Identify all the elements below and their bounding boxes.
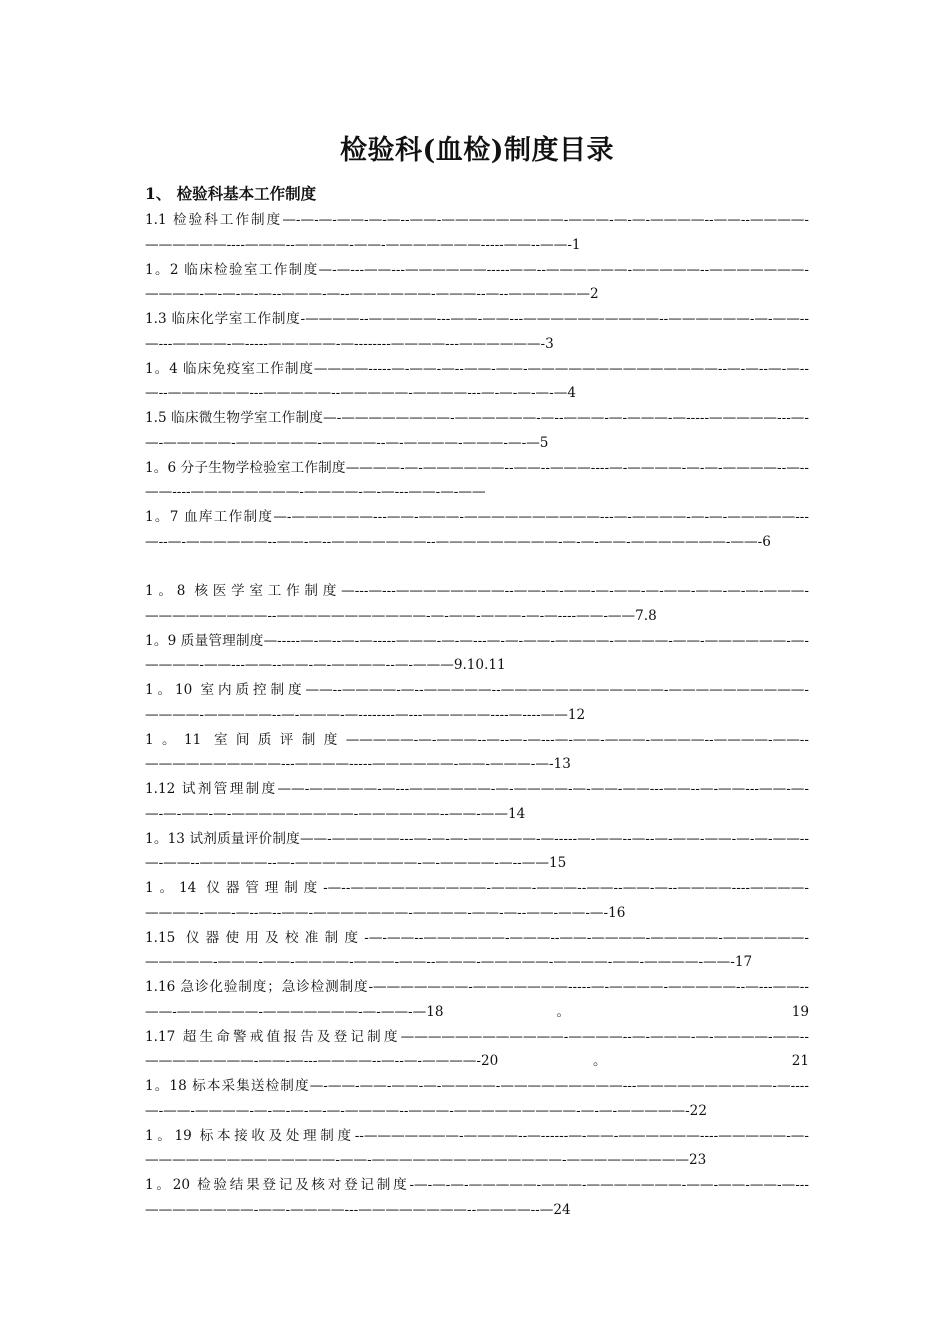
toc-entry-label: 1.12 试剂管理制度 [145, 781, 278, 797]
document-title: 检验科(血检)制度目录 [339, 135, 615, 166]
toc-entry-label: 1.16 急诊化验制度；急诊检测制度 [145, 979, 369, 995]
toc-leader: ————-—-——————--——--———----—-————-—-—-————--—--——----————————-————-—-—---——-—-—— [145, 459, 809, 500]
toc-entry [145, 1025, 809, 1075]
toc-page-number: 14 [508, 805, 526, 822]
toc-leader: —-—-—-——-—-—--——-—————————-———-—-—-————--——--————-——————----———--————-——-———————-----——--—— [145, 212, 809, 253]
toc-entry [145, 456, 809, 506]
toc-page-number: 4 [567, 385, 576, 401]
toc-leader: —-————————-——————-—--———-—-———-—-----—————---—-—-—————-——————-————--—-————-———-—-— [145, 410, 809, 451]
toc-page-number: 18 。 19 [426, 1003, 809, 1020]
toc-entry [145, 876, 809, 926]
toc-leader: —-——-——-——-—-————-—————————---——————————-—----—-——-————-—-—-—-—-—-————--———-—————————-—-—-————— [145, 1078, 809, 1119]
toc-entry [145, 629, 809, 679]
toc-entry [145, 1124, 809, 1174]
toc-leader: -—-——--——————-———--——-————-—————-——————-—————-———-——-————-———-——--———-—————-————-——-————-—— [145, 929, 809, 970]
toc-entry-label: 1.1 检验科工作制度 [145, 212, 283, 228]
toc-entry-label: 1。6 分子生物学检验室工作制度 [145, 459, 346, 476]
toc-entry [145, 406, 809, 456]
toc-leader: —---—---————————--——-—-——-—-——-—-——-——-—-—-———-—————————--———————————-—-——-———-—-—----——-—— [145, 583, 809, 624]
toc-page-number: -16 [603, 904, 626, 921]
toc-entry [145, 827, 809, 877]
toc-page-number: 12 [567, 706, 586, 723]
toc-page-number: -3 [540, 335, 554, 352]
toc-leader: ——-—————---—-—-—-—————-—-----—-——--—--—-——-——-—-—-——--—-——--—————--—-—————————-—-————-—--—— [145, 830, 809, 871]
toc-page-number: 5 [539, 434, 549, 451]
toc-leader: -————--—————---——-——---——————————--——————-—-——--—---————-—-----—————-—--------————---—————— [145, 311, 809, 352]
toc-entry-label: 1。13 试剂质量评价制度 [145, 830, 300, 847]
toc-entry [145, 357, 809, 407]
toc-page-number: -1 [567, 236, 581, 253]
toc-entry-label: 1.15 仪器使用及校准制度 [145, 929, 365, 946]
toc-entry [145, 505, 809, 579]
toc-page-number: -20 。 21 [476, 1053, 809, 1069]
toc-entry-label: 1.3 临床化学室工作制度 [145, 311, 301, 327]
toc-entry [145, 926, 809, 976]
toc-list [145, 208, 809, 1223]
toc-leader: —-----—-—--—-—-----———-—-—---—-—-——-————-————-——-——————-—-————-——---——--——-—-————--—-——— [145, 632, 809, 673]
toc-entry-label: 1。7 血库工作制度 [145, 509, 274, 525]
toc-leader: —-——————---——-———-——————————---—-————-—-—-—————---—--—-——————--——-—--———————--—————————-—-—-——-———————-—— [145, 509, 809, 550]
toc-entry [145, 1074, 809, 1124]
toc-entry [145, 975, 809, 1025]
toc-page-number: -17 [730, 954, 753, 970]
toc-page-number: 15 [548, 855, 567, 871]
toc-page-number: -13 [548, 756, 571, 772]
toc-entry-label: 1.5 临床微生物学室工作制度 [145, 410, 324, 426]
toc-page-number: 2 [589, 286, 599, 302]
toc-leader: -—-—-—-—————-———-———————-——-——-——-—---————————-——-————---————————--————-- [145, 1177, 809, 1218]
toc-entry-label: 1。4 临床免疫室工作制度 [145, 360, 314, 377]
toc-entry-label: 1。9 质量管理制度 [145, 632, 264, 649]
toc-entry-label: 1。14 仪器管理制度 [145, 880, 324, 896]
toc-entry-label: 1。10 室内质控制度 [145, 682, 306, 698]
toc-leader: ————————————-————--—-———-—-————-——--————————-——-—---————--—--—-———— [145, 1028, 809, 1069]
toc-page-number: -6 [757, 533, 771, 550]
toc-entry [145, 678, 809, 728]
toc-entry [145, 777, 809, 827]
toc-entry [145, 728, 809, 778]
toc-leader: —-—---——---——————-----——--——————-—————--———————-————-—-—-—-—--———-—--——————-———--—--—————— [145, 261, 809, 302]
toc-entry [145, 208, 809, 258]
toc-leader: ————-----—-——-—--——-——-——————————————--—-—--—-—--—--——————---—————--—————-————---—-—-—-—-— [145, 360, 809, 401]
toc-entry [145, 1173, 809, 1223]
toc-leader: --———————-————--—------—-——-——————----—————-—-——————————————-——-——————————————-————————— [145, 1127, 809, 1168]
toc-entry-label: 1。19 标本接收及处理制度 [145, 1127, 355, 1144]
toc-entry-label: 1。11 室间质评制度 [145, 731, 346, 748]
toc-leader: -———————-———————-----—-————-—————--—---——--——-——————-———————-—-——-— [145, 979, 809, 1020]
toc-page-number: 23 [688, 1152, 707, 1168]
toc-entry-label: 1。20 检验结果登记及核对登记制度 [145, 1177, 410, 1193]
section-heading: 1、 检验科基本工作制度 [145, 184, 317, 203]
toc-entry-label: 1。2 临床检验室工作制度 [145, 261, 319, 278]
toc-entry [145, 579, 809, 629]
toc-entry-label: 1.17 超生命警戒值报告及登记制度 [145, 1028, 401, 1045]
toc-entry-label: 1。8 核医学室工作制度 [145, 583, 342, 599]
toc-page-number: 9.10.11 [453, 657, 506, 673]
toc-entry [145, 258, 809, 308]
toc-page-number: —24 [539, 1201, 571, 1218]
toc-page-number: -22 [685, 1102, 707, 1119]
toc-entry [145, 307, 809, 357]
toc-leader: ——-—————-—---——————-—-————-—-——-——---——--—-——---——-—-—-—-——-—-—————————-——————--——-—— [145, 781, 809, 822]
document-page [145, 128, 809, 1223]
toc-leader: -—--——————————-———-———--——--——-—--————----————-————-——-—--—--——-———————-————-——-—--——-——-— [145, 880, 809, 921]
toc-leader: —————-—-———--—--—-—---—-——-———-————--————-——--——————————---————-----——————-——-———-— [145, 731, 809, 772]
toc-entry-label: 1。18 标本采集送检制度 [145, 1078, 310, 1094]
toc-leader: ——--————-—--—————--————————————-——————————-————-—————--—-———-—--------—---—————----—----—— [145, 682, 809, 723]
toc-page-number: 7.8 [635, 607, 657, 624]
